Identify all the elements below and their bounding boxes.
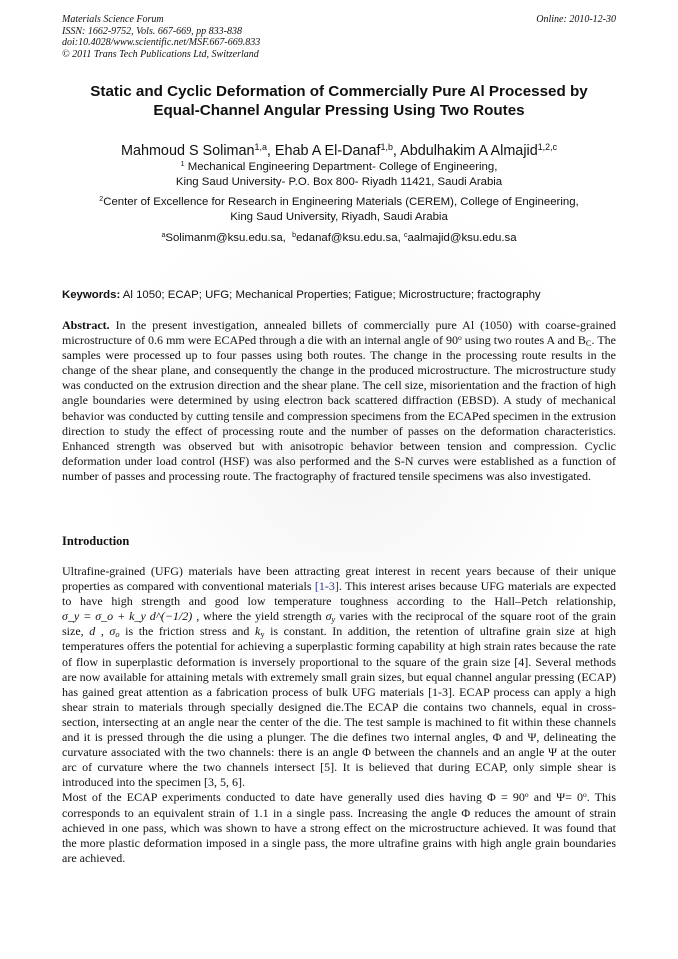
- intro-text: and Ψ= 0: [528, 790, 584, 805]
- email-a[interactable]: Solimanm@ksu.edu.sa,: [165, 232, 286, 244]
- citation-link[interactable]: [1-3]: [314, 579, 339, 594]
- affil-2-line-2: King Saud University, Riyadh, Saudi Arabia: [230, 210, 448, 223]
- intro-text: Most of the ECAP experiments conducted to date have generally used dies having Φ = 90: [62, 790, 525, 805]
- title-line-2: Equal-Channel Angular Pressing Using Two Routes: [153, 102, 525, 119]
- author-name: Mahmoud S Soliman: [120, 143, 255, 159]
- keywords-label: Keywords:: [62, 289, 121, 301]
- intro-paragraph-1: [62, 564, 616, 790]
- affil-2-line-1: Center of Excellence for Research in Engineering Materials (CEREM), College of Engineering,: [103, 196, 579, 208]
- symbol-subscript: o: [115, 630, 120, 640]
- paper-title: [62, 82, 616, 120]
- online-date: Online: 2010-12-30: [536, 14, 616, 25]
- author-affil-sup: 1,2,c: [537, 142, 558, 153]
- email-sup: a: [161, 232, 166, 240]
- intro-text: ,: [95, 624, 110, 639]
- title-line-1: Static and Cyclic Deformation of Commercially Pure Al Processed by: [90, 83, 588, 100]
- symbol-subscript: y: [331, 615, 336, 625]
- hall-petch-equation: σ_y = σ_o + k_y d^(−1/2): [62, 609, 193, 624]
- affil-number: 1: [180, 161, 185, 169]
- affil-number: 2: [99, 196, 104, 204]
- route-subscript: C: [585, 339, 592, 349]
- keywords-text: Al 1050; ECAP; UFG; Mechanical Properties; Fatigue; Microstructure; fractography: [120, 289, 541, 301]
- author-list: [62, 143, 616, 159]
- symbol-d: d: [89, 624, 96, 639]
- abstract-text: using two routes A and B: [461, 333, 586, 348]
- abstract: [62, 318, 616, 484]
- degree-sup: o: [524, 790, 529, 800]
- intro-text: is the friction stress and: [119, 624, 255, 639]
- intro-text: , where the yield strength: [192, 609, 326, 624]
- intro-text: varies with the reciprocal of the square root of the grain size,: [62, 609, 616, 639]
- intro-text: Ultrafine-grained (UFG) materials have been attracting great interest in recent years because of their unique properties as compared with conventional materials: [62, 564, 616, 594]
- author-name: Ehab A El-Danaf: [274, 143, 381, 159]
- affiliation-2: [62, 195, 616, 224]
- email-sup: b: [292, 232, 297, 240]
- symbol-subscript: y: [260, 630, 265, 640]
- journal-name: Materials Science Forum: [62, 14, 164, 25]
- symbol-sigma: σ: [325, 609, 332, 624]
- email-c[interactable]: aalmajid@ksu.edu.sa: [407, 232, 517, 244]
- intro-text: . This corresponds to an equivalent strain of 1.1 in a single pass. Increasing the angle Φ reduces the amount of strain achieved in one pass, which was shown to have a strong effect on the microstructure achieved. It was found that the more plastic deformation imposed in a single pass, the more ultrafine grains with high angle grain boundaries are achieved.: [62, 790, 616, 865]
- author-emails: [62, 232, 616, 244]
- keywords: [62, 289, 616, 301]
- abstract-label: Abstract.: [62, 318, 110, 332]
- affil-1-line-2: King Saud University- P.O. Box 800- Riyadh 11421, Saudi Arabia: [175, 175, 503, 188]
- degree-sup: o: [458, 333, 462, 343]
- author-separator: ,: [266, 143, 275, 159]
- author-affil-sup: 1,a: [254, 142, 267, 153]
- symbol-sigma: σ: [109, 624, 116, 639]
- introduction-body: [62, 564, 616, 866]
- journal-doi: doi:10.4028/www.scientific.net/MSF.667-669.833: [62, 37, 261, 48]
- journal-header: [62, 14, 382, 60]
- author-affil-sup: 1,b: [380, 142, 393, 153]
- email-sup: c: [403, 232, 408, 240]
- intro-paragraph-2: [62, 790, 616, 865]
- journal-copyright: © 2011 Trans Tech Publications Ltd, Switzerland: [62, 48, 259, 60]
- section-heading-introduction: Introduction: [62, 534, 130, 548]
- author-separator: ,: [392, 143, 401, 159]
- journal-issn: ISSN: 1662-9752, Vols. 667-669, pp 833-838: [62, 25, 242, 37]
- email-b[interactable]: edanaf@ksu.edu.sa,: [296, 232, 401, 244]
- affiliation-1: [62, 160, 616, 189]
- author-name: Abdulhakim A Almajid: [400, 143, 538, 159]
- abstract-text: . The samples were processed up to four passes using both routes. The change in the processing route results in the change of the shear plane, and consequently the change in the produced microstructure. The microstructure study was conducted on the extrusion direction and the shear plane. The cell size, misorientation and the fraction of high angle boundaries were determined by using electron back scattered diffraction (EBSD). A study of mechanical behavior was conducted by cutting tensile and compression specimens from the ECAPed specimen in the extrusion direction to study the effect of processing route and the number of passes on the deformation characteristics. Enhanced strength was observed but with anisotropic behavior between tension and compression. Cyclic deformation under load control (HSF) was also performed and the S-N curves were established as a function of number of passes and processing route. The fractography of fractured tensile specimens was also investigated.: [62, 333, 616, 483]
- affil-1-line-1: Mechanical Engineering Department- College of Engineering,: [184, 161, 498, 173]
- symbol-k: k: [254, 624, 261, 639]
- intro-text: . This interest arises because UFG materials are expected to have high strength and good low temperature toughness according to the Hall–Petch relationship,: [62, 579, 616, 609]
- intro-text: is constant. In addition, the retention of ultrafine grain size at high temperatures offers the potential for achieving a superplastic forming capability at high strain rates because the rate of flow in superplastic deformation is inversely proportional to the square of the grain size [4]. Several methods are now available for attaining metals with extremely small grain sizes, but equal channel angular pressing (ECAP) has gained great attention as a fabrication process of bulk UFG materials [1-3]. ECAP process can apply a high shear strain to materials through specially designed die.The ECAP die contains two channels, equal in cross-section, intersecting at an angle near the center of the die. The test sample is machined to fit within these channels and it is pressed through the die using a plunger. The die defines two internal angles, Φ and Ψ, delineating the curvature associated with the two channels: there is an angle Φ between the channels and an angle Ψ at the outer arc of curvature where the two channels intersect [5]. It is believed that during ECAP, only simple shear is introduced into the specimen [3, 5, 6].: [62, 624, 617, 790]
- abstract-text: In the present investigation, annealed billets of commercially pure Al (1050) with coarse-grained microstructure of 0.6 mm were ECAPed through a die with an internal angle of 90: [62, 318, 616, 348]
- degree-sup: o: [583, 790, 587, 800]
